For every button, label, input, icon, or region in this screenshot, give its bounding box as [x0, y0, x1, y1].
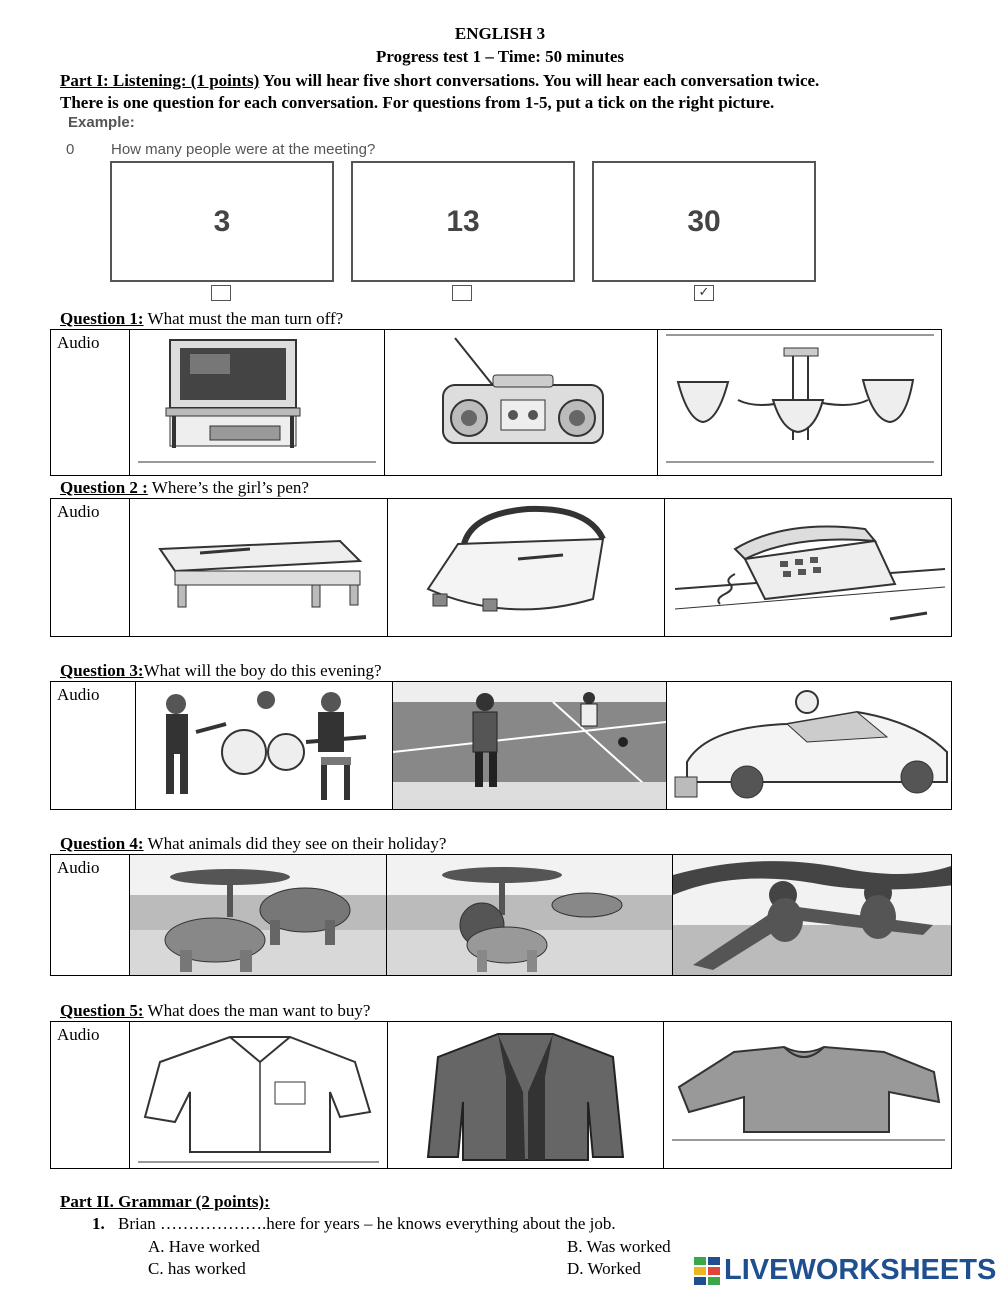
brand-logo	[694, 1254, 996, 1287]
question-2-title	[60, 478, 309, 498]
question-3-audio[interactable]: Audio	[57, 685, 100, 704]
band-playing-picture[interactable]	[135, 682, 392, 809]
table-with-pen-picture[interactable]	[129, 499, 387, 636]
question-1-label: Question 1:	[60, 309, 144, 328]
example-tickbox-1[interactable]	[211, 285, 231, 301]
washing-car-picture[interactable]	[666, 682, 951, 809]
question-4-text: What animals did they see on their holiday?	[143, 834, 447, 853]
brand-name: LIVEWORKSHEETS	[724, 1254, 997, 1286]
lions-picture[interactable]	[386, 855, 672, 975]
shirt-picture[interactable]	[129, 1022, 387, 1168]
monkeys-picture[interactable]	[672, 855, 951, 975]
question-2-table	[50, 498, 952, 637]
football-match-picture[interactable]	[392, 682, 666, 809]
example-option-box-2: 13	[351, 161, 575, 282]
question-3-label: Question 3:	[60, 661, 144, 680]
part2-q1-option-b[interactable]: B. Was worked	[567, 1237, 671, 1256]
example-question: How many people were at the meeting?	[111, 141, 376, 158]
part1-instructions-a: You will hear five short conversations. You will hear each conversation twice.	[259, 71, 820, 90]
question-5-text: What does the man want to buy?	[143, 1001, 371, 1020]
question-4-title	[60, 834, 446, 854]
example-label: Example:	[68, 114, 135, 131]
part2-q1-text: Brian ……………….here for years – he knows everything about the job.	[118, 1214, 616, 1233]
television-picture[interactable]	[129, 330, 384, 475]
part1-instructions-b: There is one question for each conversation. For questions from 1-5, put a tick on the right picture.	[60, 93, 775, 112]
ceiling-lamp-picture[interactable]	[657, 330, 941, 475]
question-4-label: Question 4:	[60, 834, 144, 853]
question-1-text: What must the man turn off?	[143, 309, 344, 328]
example-number: 0	[66, 141, 75, 158]
document-test-title: Progress test 1 – Time: 50 minutes	[375, 47, 625, 66]
elephants-picture[interactable]	[129, 855, 386, 975]
question-1-audio[interactable]: Audio	[57, 333, 100, 352]
radio-cassette-picture[interactable]	[384, 330, 657, 475]
part1-heading: Part I: Listening: (1 points)	[60, 71, 260, 90]
part2-q1-number: 1.	[92, 1214, 105, 1233]
jacket-picture[interactable]	[387, 1022, 663, 1168]
example-tickbox-3[interactable]: ✓	[694, 285, 714, 301]
part2-q1-option-a[interactable]: A. Have worked	[148, 1237, 260, 1256]
example-tickbox-2[interactable]	[452, 285, 472, 301]
example-option-box-3: 30	[592, 161, 816, 282]
telephone-with-pen-picture[interactable]	[664, 499, 951, 636]
question-3-title	[60, 661, 382, 681]
question-5-audio[interactable]: Audio	[57, 1025, 100, 1044]
part1-instructions	[60, 70, 960, 114]
question-5-title	[60, 1001, 370, 1021]
sweater-picture[interactable]	[663, 1022, 951, 1168]
question-3-text: What will the boy do this evening?	[143, 661, 382, 680]
question-5-table	[50, 1021, 952, 1169]
question-4-table	[50, 854, 952, 976]
question-1-title	[60, 309, 343, 329]
question-2-audio[interactable]: Audio	[57, 502, 100, 521]
brand-logo-icon	[694, 1257, 720, 1285]
question-2-text: Where’s the girl’s pen?	[147, 478, 309, 497]
question-5-label: Question 5:	[60, 1001, 144, 1020]
question-2-label: Question 2 :	[60, 478, 148, 497]
document-subject: ENGLISH 3	[454, 24, 546, 43]
part2-heading: Part II. Grammar (2 points):	[60, 1192, 270, 1211]
question-4-audio[interactable]: Audio	[57, 858, 100, 877]
part2-q1-option-d[interactable]: D. Worked	[567, 1259, 641, 1278]
bag-with-pen-picture[interactable]	[387, 499, 664, 636]
question-3-table	[50, 681, 952, 810]
part2-q1-option-c[interactable]: C. has worked	[148, 1259, 246, 1278]
question-1-table	[50, 329, 942, 476]
example-option-box-1: 3	[110, 161, 334, 282]
